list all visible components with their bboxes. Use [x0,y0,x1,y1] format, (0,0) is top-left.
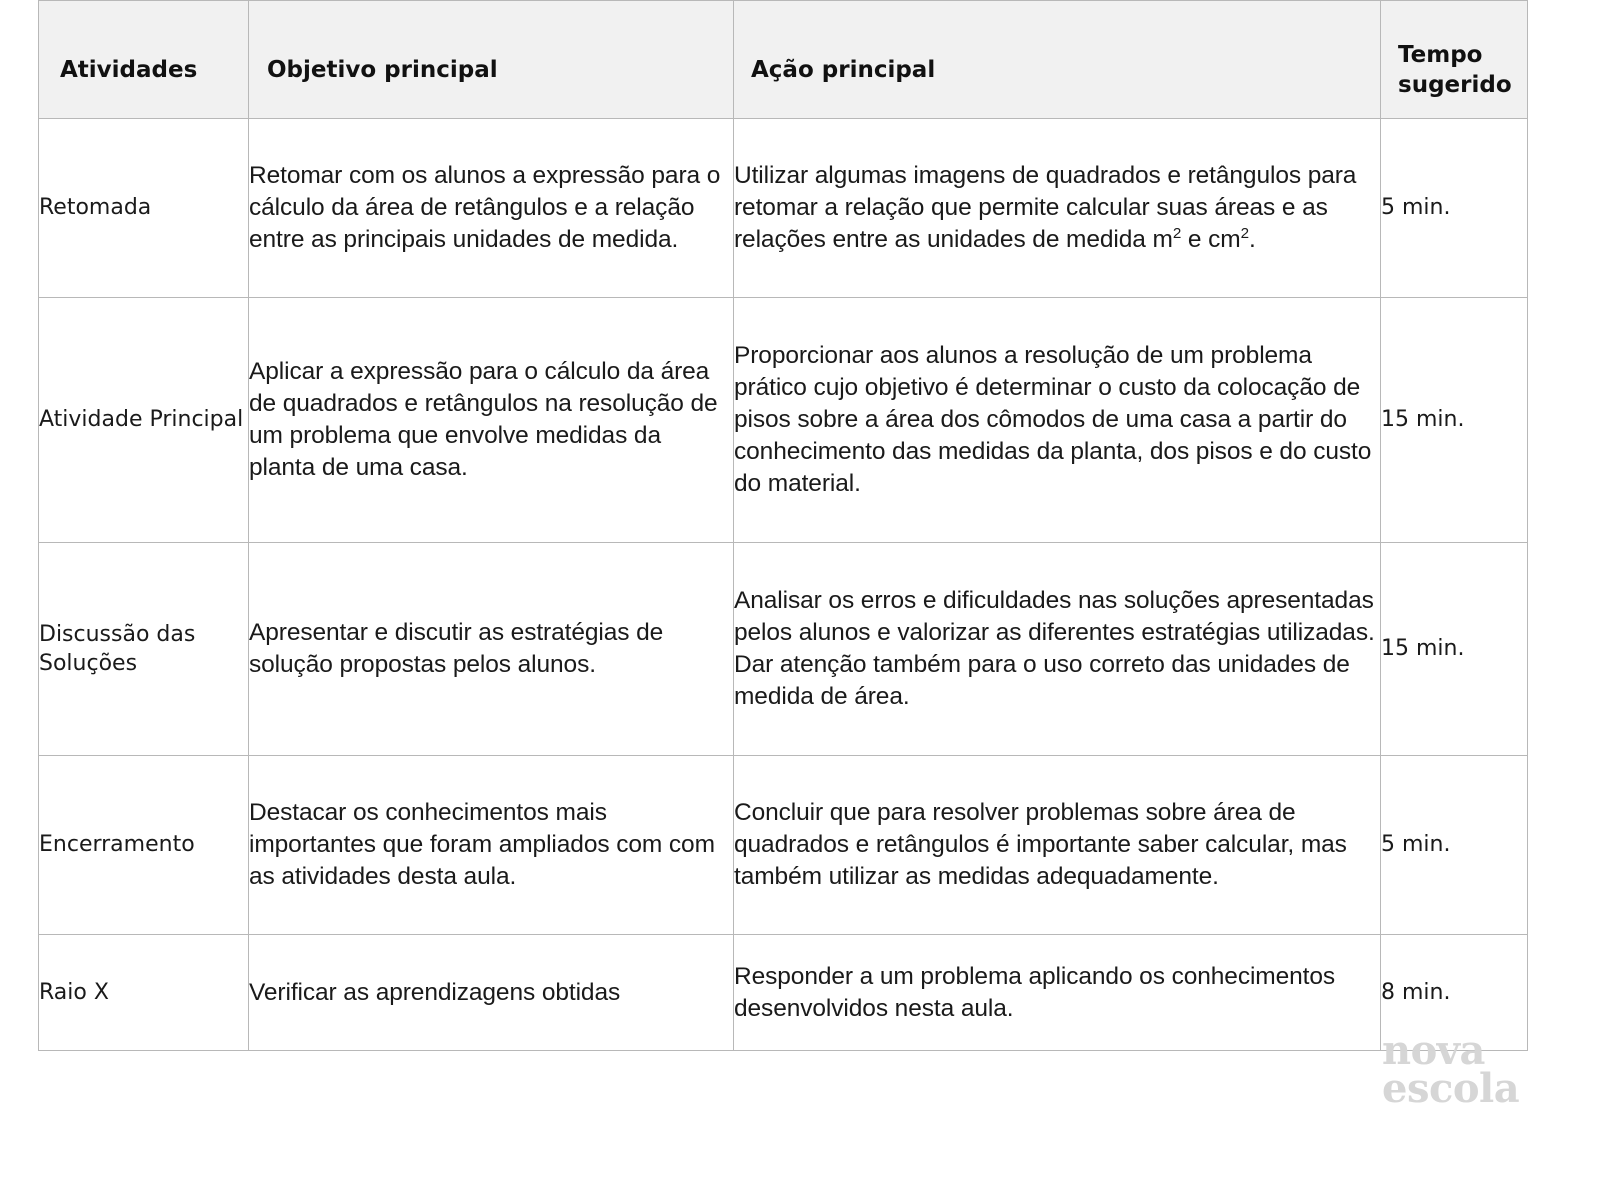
column-header-objetivo-label: Objetivo principal [267,56,498,83]
column-header-tempo-line2: sugerido [1398,71,1512,98]
logo-line-escola: escola [1382,1064,1520,1112]
column-header-tempo-label [1381,19,1527,100]
cell-atividade: Discussão das Soluções [39,543,249,756]
nova-escola-logo [1382,1027,1592,1112]
cell-tempo: 15 min. [1381,298,1528,543]
column-header-atividades [39,1,249,119]
cell-atividade: Encerramento [39,756,249,935]
cell-acao: Proporcionar aos alunos a resolução de um problema prático cujo objetivo é determinar o custo da colocação de pisos sobre a área dos cômodos de uma casa a partir do conhecimento das medidas da planta, dos pisos e do custo do material. [734,298,1381,543]
table-row [39,543,1528,756]
cell-atividade: Atividade Principal [39,298,249,543]
cell-atividade: Raio X [39,935,249,1051]
cell-acao: Concluir que para resolver problemas sobre área de quadrados e retângulos é importante saber calcular, mas também utilizar as medidas adequadamente. [734,756,1381,935]
cell-acao: Responder a um problema aplicando os conhecimentos desenvolvidos nesta aula. [734,935,1381,1051]
table-row [39,756,1528,935]
table-header [39,1,1528,119]
cell-tempo: 5 min. [1381,756,1528,935]
logo-line-nova: nova [1382,1027,1485,1074]
cell-acao-text-part1: Utilizar algumas imagens de quadrados e retângulos para retomar a relação que permite calcular suas áreas e as relações entre as unidades de medida m [734,162,1357,253]
table-row [39,119,1528,298]
cell-objetivo: Aplicar a expressão para o cálculo da área de quadrados e retângulos na resolução de um problema que envolve medidas da planta de uma casa. [249,298,734,543]
lesson-plan-table [38,0,1528,1051]
cell-acao: Analisar os erros e dificuldades nas soluções apresentadas pelos alunos e valorizar as diferentes estratégias utilizadas. Dar atenção também para o uso correto das unidades de medida de área. [734,543,1381,756]
cell-tempo: 5 min. [1381,119,1528,298]
cell-acao-text-part3: . [1248,225,1256,253]
column-header-objetivo [249,1,734,119]
cell-atividade: Retomada [39,119,249,298]
cell-acao-text-part2: e cm [1181,225,1241,253]
cell-acao [734,119,1381,298]
cell-objetivo: Apresentar e discutir as estratégias de solução propostas pelos alunos. [249,543,734,756]
column-header-tempo [1381,1,1528,119]
table-body [39,119,1528,1051]
cell-tempo: 15 min. [1381,543,1528,756]
table-row [39,298,1528,543]
table-header-row [39,1,1528,119]
table-row [39,935,1528,1051]
column-header-acao [734,1,1381,119]
column-header-acao-label: Ação principal [751,56,936,83]
column-header-tempo-line1: Tempo [1398,42,1483,69]
cell-objetivo: Verificar as aprendizagens obtidas [249,935,734,1051]
cell-tempo: 8 min. [1381,935,1528,1051]
column-header-atividades-label: Atividades [60,56,198,83]
superscript-square-2: 2 [1240,224,1249,242]
superscript-square-1: 2 [1172,224,1182,242]
cell-objetivo: Retomar com os alunos a expressão para o cálculo da área de retângulos e a relação entre as principais unidades de medida. [249,119,734,298]
cell-objetivo: Destacar os conhecimentos mais importantes que foram ampliados com com as atividades desta aula. [249,756,734,935]
